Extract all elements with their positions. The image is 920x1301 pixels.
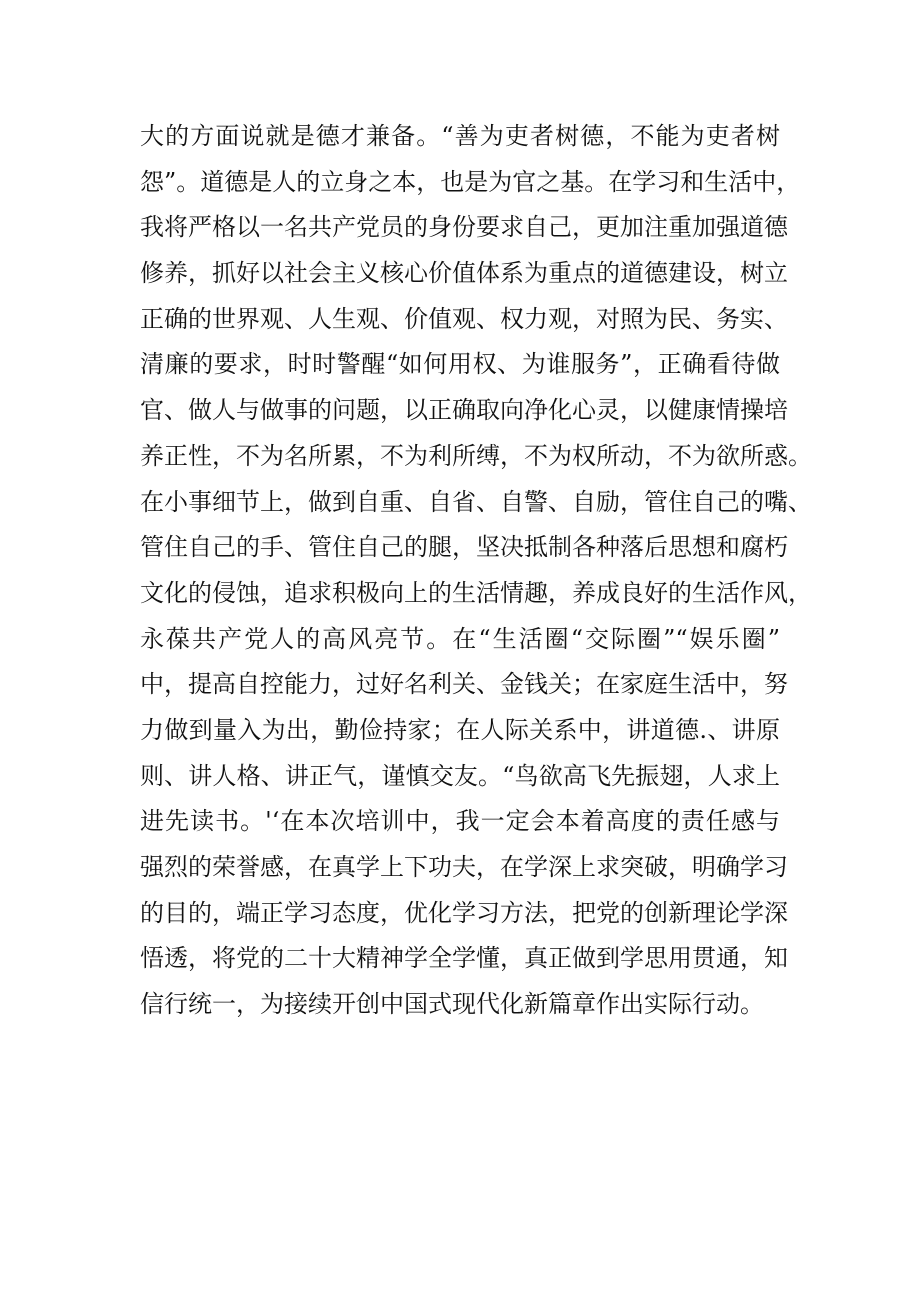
text-line-17: 强烈的荣誉感，在真学上下功夫，在学深上求突破，明确学习 — [140, 853, 788, 881]
text-line-5: 正确的世界观、人生观、价值观、权力观，对照为民、务实、 — [140, 304, 788, 333]
text-line-3: 我将严格以一名共产党员的身份要求自己，更加注重加强道德 — [140, 213, 788, 242]
text-line-18: 的目的，端正学习态度，优化学习方法，把党的创新理论学深 — [140, 898, 788, 927]
text-line-7: 官、做人与做事的问题，以正确取向净化心灵，以健康情操培 — [140, 396, 788, 425]
text-line-20: 信行统一，为接续开创中国式现代化新篇章作出实际行动。 — [140, 990, 764, 1019]
text-line-4: 修养，抓好以社会主义核心价值体系为重点的道德建设，树立 — [140, 259, 788, 288]
text-line-8: 养正性，不为名所累，不为利所缚，不为权所动，不为欲所惑。 — [140, 441, 812, 470]
text-line-10: 管住自己的手、管住自己的腿，坚决抵制各种落后思想和腐朽 — [140, 533, 788, 562]
text-line-13: 中，提高自控能力，过好名利关、金钱关；在家庭生活中，努 — [140, 670, 788, 699]
text-line-6: 清廉的要求，时时警醒“如何用权、为谁服务”，正确看待做 — [140, 350, 780, 379]
text-line-12: 永葆共产党人的高风亮节。在“生活圈“交际圈”“娱乐圈” — [140, 624, 780, 653]
text-line-1: 大的方面说就是德才兼备。“善为吏者树德，不能为吏者树 — [140, 122, 780, 150]
text-line-19: 悟透，将党的二十大精神学全学懂，真正做到学思用贯通，知 — [140, 944, 788, 973]
text-line-14: 力做到量入为出，勤俭持家；在人际关系中，讲道德.、讲原 — [140, 715, 780, 744]
text-line-2: 怨”。道德是人的立身之本，也是为官之基。在学习和生活中， — [140, 167, 801, 196]
text-line-16: 进先读书。'‘在本次培训中，我一定会本着高度的责任感与 — [140, 807, 780, 836]
text-line-11: 文化的侵蚀，追求积极向上的生活情趣，养成良好的生活作风， — [140, 578, 812, 607]
text-line-9: 在小事细节上，做到自重、自省、自警、自励，管住自己的嘴、 — [140, 487, 812, 516]
text-line-15: 则、讲人格、讲正气，谨慎交友。“鸟欲高飞先振翅，人求上 — [140, 761, 780, 790]
body-paragraph — [140, 114, 812, 1028]
